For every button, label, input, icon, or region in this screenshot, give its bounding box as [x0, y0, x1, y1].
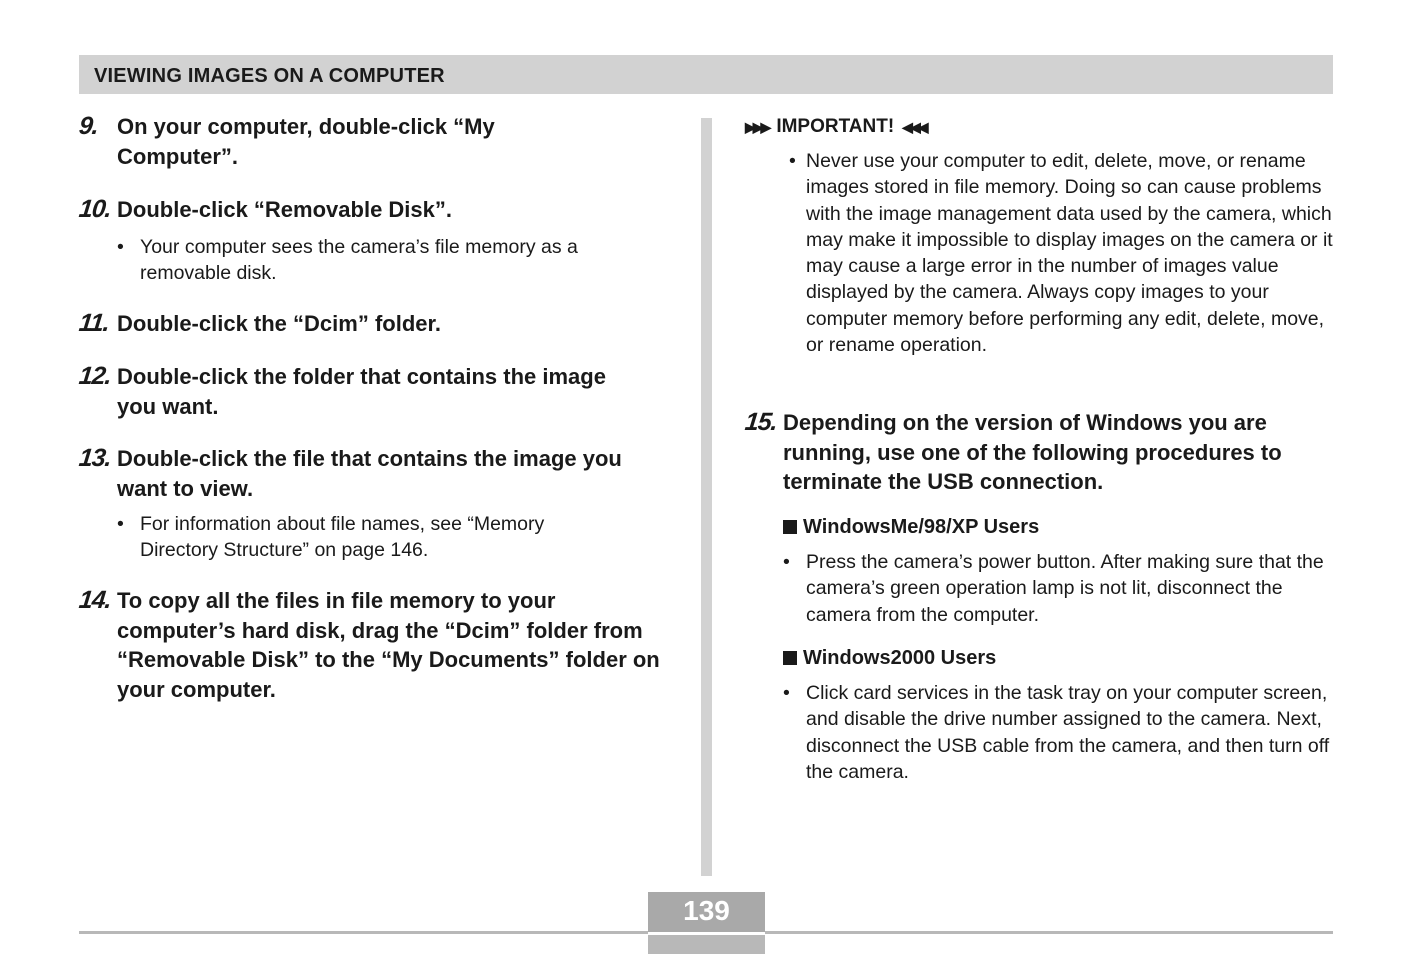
subheading-windows-me-98-xp: [783, 516, 1039, 539]
important-arrows-right-icon: ▶▶▶: [745, 118, 769, 135]
bullet-text: Your computer sees the camera’s file memory as a removable disk.: [140, 236, 578, 285]
column-divider: [701, 118, 712, 876]
square-bullet-icon: [783, 651, 797, 665]
page-number: 139: [683, 895, 730, 926]
step-number: 15.: [743, 408, 779, 436]
page-number-box-gap: [648, 932, 765, 935]
page-section-title: VIEWING IMAGES ON A COMPUTER: [94, 65, 445, 87]
step-text: To copy all the files in file memory to your computer’s hard disk, drag the “Dcim” folder from “Removable Disk” to the “My Documents” folder on your computer.: [117, 588, 660, 702]
square-bullet-icon: [783, 520, 797, 534]
bullet-text: For information about file names, see “Memory Directory Structure” on page 146.: [140, 513, 545, 562]
step-text: On your computer, double-click “My Computer”.: [117, 114, 495, 169]
subheading-text: Windows2000 Users: [803, 647, 997, 669]
bullet-text: Never use your computer to edit, delete, move, or rename images stored in file memory. Doing so can cause problems with the image management data used by the camera, which may make it impossible to display images on the camera or it may cause a large error in the number of images value displayed by the camera. Always copy images to your computer memory before performing any edit, delete, move, or rename operation.: [806, 150, 1333, 357]
bullet-text: Click card services in the task tray on your computer screen, and disable the drive number assigned to the camera. Next, disconnect the USB cable from the camera, and then turn off the camera.: [806, 682, 1330, 783]
step-text: Double-click “Removable Disk”.: [117, 197, 452, 222]
bullet-dot: •: [783, 682, 790, 704]
step-number: 11.: [77, 309, 111, 337]
header-bar: [79, 55, 1333, 94]
subheading-windows-2000: [783, 647, 996, 670]
step-number: 13.: [77, 444, 113, 472]
step-number: 9.: [77, 112, 100, 140]
page-number-box: [648, 892, 765, 954]
bullet-text: Press the camera’s power button. After making sure that the camera’s green operation lamp is not lit, disconnect the camera from the computer.: [806, 551, 1324, 626]
bullet-dot: •: [117, 513, 124, 535]
step-text: Double-click the file that contains the image you want to view.: [117, 446, 622, 501]
step-text: Depending on the version of Windows you are running, use one of the following procedures to terminate the USB connection.: [783, 410, 1282, 494]
bullet-dot: •: [117, 236, 124, 258]
important-heading: [745, 116, 925, 138]
important-arrows-left-icon: ◀◀◀: [902, 118, 926, 135]
step-text: Double-click the folder that contains the image you want.: [117, 364, 606, 419]
bullet-dot: •: [783, 551, 790, 573]
step-number: 10.: [77, 195, 113, 223]
bullet-dot: •: [789, 150, 796, 172]
step-number: 14.: [77, 586, 113, 614]
step-text: Double-click the “Dcim” folder.: [117, 311, 441, 336]
subheading-text: WindowsMe/98/XP Users: [803, 516, 1040, 538]
important-label: IMPORTANT!: [776, 116, 895, 137]
step-number: 12.: [77, 362, 113, 390]
